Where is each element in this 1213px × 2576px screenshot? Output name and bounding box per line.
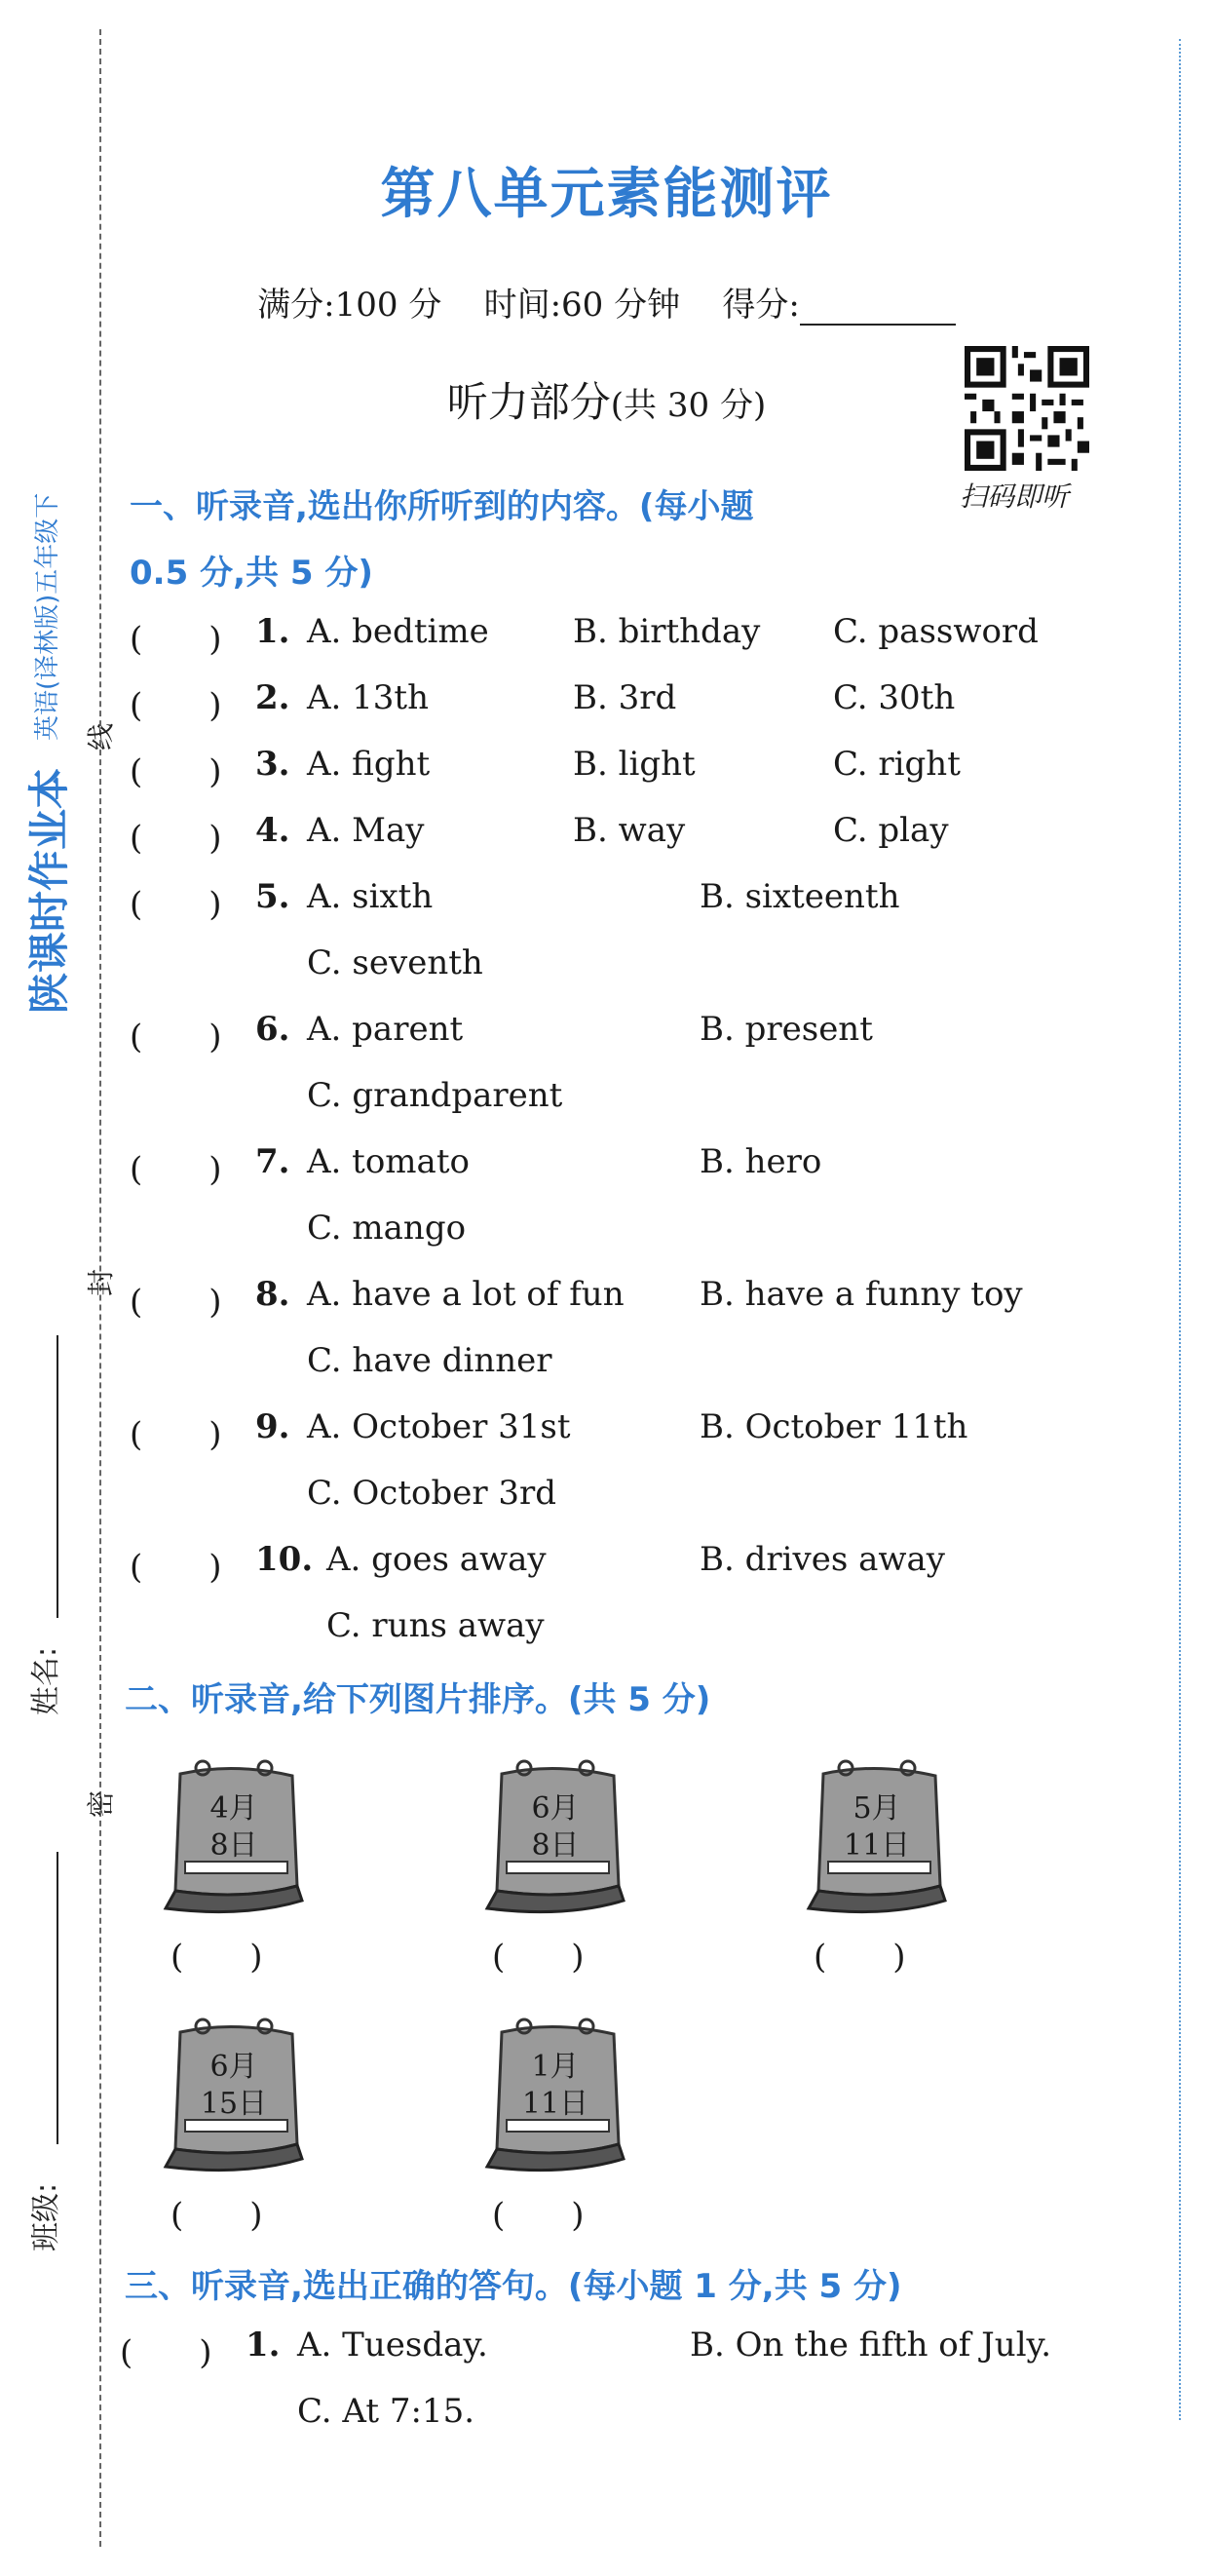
side-mi: 密 xyxy=(85,1789,117,1818)
option-a[interactable]: A. 13th xyxy=(307,678,429,717)
answer-paren[interactable]: ( ) xyxy=(130,752,222,791)
calendar-day: 11日 xyxy=(521,2087,589,2121)
option-b[interactable]: B. have a funny toy xyxy=(700,1275,1023,1314)
question-number: 9. xyxy=(255,1407,290,1446)
section3-heading: 三、听录音,选出正确的答句。(每小题 1 分,共 5 分) xyxy=(125,2267,902,2306)
page-title: 第八单元素能测评 xyxy=(380,163,833,226)
option-b[interactable]: B. way xyxy=(573,811,686,850)
option-b[interactable]: B. October 11th xyxy=(700,1407,968,1446)
option-b[interactable]: B. On the fifth of July. xyxy=(690,2326,1052,2365)
option-c[interactable]: C. seventh xyxy=(307,943,483,982)
option-c[interactable]: C. At 7:15. xyxy=(297,2392,475,2431)
score-label: 得分: xyxy=(722,286,800,325)
calendar-month: 6月 xyxy=(209,2050,258,2084)
answer-paren[interactable]: ( ) xyxy=(171,2196,263,2235)
answer-paren[interactable]: ( ) xyxy=(492,1938,585,1977)
answer-paren[interactable]: ( ) xyxy=(130,1283,222,1322)
name-blank xyxy=(57,1335,58,1618)
calendar-image xyxy=(799,1754,955,1920)
question-number: 6. xyxy=(255,1010,290,1049)
option-a[interactable]: A. sixth xyxy=(307,877,434,916)
answer-paren[interactable]: ( ) xyxy=(130,1150,222,1189)
question-number: 8. xyxy=(255,1275,290,1314)
option-a[interactable]: A. parent xyxy=(307,1010,464,1049)
section2-heading: 二、听录音,给下列图片排序。(共 5 分) xyxy=(125,1680,711,1719)
score-info xyxy=(0,278,1213,326)
question-number: 3. xyxy=(255,745,290,784)
calendar-day: 11日 xyxy=(843,1828,911,1863)
option-c[interactable]: C. mango xyxy=(307,1209,467,1248)
answer-paren[interactable]: ( ) xyxy=(120,2333,212,2372)
calendar-day: 8日 xyxy=(531,1828,580,1863)
side-xian: 线 xyxy=(85,722,117,750)
answer-paren[interactable]: ( ) xyxy=(130,1548,222,1587)
calendar-month: 1月 xyxy=(531,2050,580,2084)
side-course: 英语(译林版)五年级下 xyxy=(33,492,62,741)
option-a[interactable]: A. October 31st xyxy=(307,1407,571,1446)
option-c[interactable]: C. have dinner xyxy=(307,1341,552,1380)
option-a[interactable]: A. fight xyxy=(307,745,431,784)
calendar-month: 6月 xyxy=(531,1791,580,1826)
option-a[interactable]: A. bedtime xyxy=(307,612,489,651)
answer-paren[interactable]: ( ) xyxy=(130,885,222,924)
option-a[interactable]: A. tomato xyxy=(307,1142,470,1181)
section1-heading-line2: 0.5 分,共 5 分) xyxy=(130,554,373,593)
section1-heading-line1: 一、听录音,选出你所听到的内容。(每小题 xyxy=(130,487,754,526)
time-limit: 时间:60 分钟 xyxy=(483,286,681,325)
calendar-day: 15日 xyxy=(200,2087,268,2121)
option-b[interactable]: B. present xyxy=(700,1010,873,1049)
question-number: 2. xyxy=(255,678,290,717)
side-feng: 封 xyxy=(85,1268,117,1296)
side-class-label: 班级: xyxy=(29,2182,63,2251)
option-a[interactable]: A. May xyxy=(307,811,425,850)
question-number: 4. xyxy=(255,811,290,850)
calendar-month: 5月 xyxy=(853,1791,901,1826)
answer-paren[interactable]: ( ) xyxy=(171,1938,263,1977)
question-number: 1. xyxy=(255,612,290,651)
option-b[interactable]: B. birthday xyxy=(573,612,761,651)
option-b[interactable]: B. sixteenth xyxy=(700,877,900,916)
qr-code-icon[interactable] xyxy=(965,346,1089,471)
question-number: 5. xyxy=(255,877,290,916)
option-c[interactable]: C. right xyxy=(833,745,961,784)
side-brand: 陕课时作业本 xyxy=(25,767,73,1014)
side-name-label: 姓名: xyxy=(29,1646,63,1715)
calendar-image xyxy=(477,2013,633,2178)
answer-paren[interactable]: ( ) xyxy=(130,819,222,858)
question-number: 7. xyxy=(255,1142,290,1181)
option-c[interactable]: C. runs away xyxy=(326,1606,545,1645)
calendar-image xyxy=(477,1754,633,1920)
option-c[interactable]: C. October 3rd xyxy=(307,1474,557,1513)
answer-paren[interactable]: ( ) xyxy=(130,620,222,659)
class-blank xyxy=(57,1852,58,2144)
option-b[interactable]: B. drives away xyxy=(700,1540,945,1579)
option-a[interactable]: A. Tuesday. xyxy=(297,2326,488,2365)
option-a[interactable]: A. goes away xyxy=(326,1540,547,1579)
answer-paren[interactable]: ( ) xyxy=(130,686,222,725)
answer-paren[interactable]: ( ) xyxy=(492,2196,585,2235)
option-c[interactable]: C. password xyxy=(833,612,1039,651)
qr-label: 扫码即听 xyxy=(960,481,1070,513)
option-b[interactable]: B. hero xyxy=(700,1142,822,1181)
answer-paren[interactable]: ( ) xyxy=(814,1938,906,1977)
score-blank xyxy=(800,294,956,326)
option-b[interactable]: B. light xyxy=(573,745,696,784)
question-number: 10. xyxy=(255,1540,314,1579)
answer-paren[interactable]: ( ) xyxy=(130,1415,222,1454)
option-c[interactable]: C. play xyxy=(833,811,949,850)
question-number: 1. xyxy=(246,2326,281,2365)
calendar-image xyxy=(156,1754,312,1920)
option-a[interactable]: A. have a lot of fun xyxy=(307,1275,625,1314)
full-score: 满分:100 分 xyxy=(257,286,442,325)
option-c[interactable]: C. grandparent xyxy=(307,1076,563,1115)
calendar-image xyxy=(156,2013,312,2178)
listening-part-title: 听力部分(共 30 分) xyxy=(446,378,767,426)
calendar-day: 8日 xyxy=(209,1828,258,1863)
question-row xyxy=(130,612,222,660)
calendar-month: 4月 xyxy=(209,1791,258,1826)
option-c[interactable]: C. 30th xyxy=(833,678,956,717)
answer-paren[interactable]: ( ) xyxy=(130,1018,222,1057)
option-b[interactable]: B. 3rd xyxy=(573,678,677,717)
